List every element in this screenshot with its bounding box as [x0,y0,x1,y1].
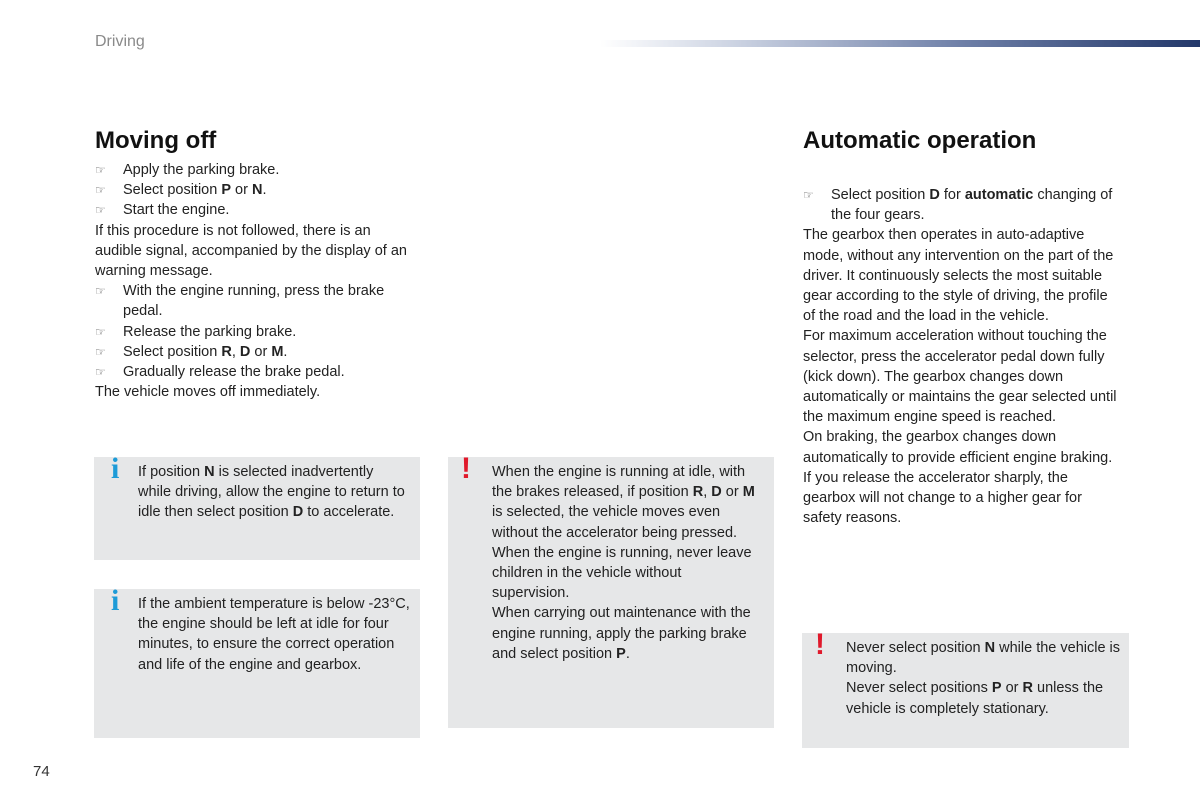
step-select-rdm: ☞ Select position R, D or M. [95,342,415,362]
warning-icon: ! [461,452,471,485]
moving-off-column [95,160,415,402]
warning-box-idle [448,452,774,728]
step-start-engine: ☞ Start the engine. [95,200,415,220]
hand-pointer-icon: ☞ [95,163,106,177]
hand-pointer-icon: ☞ [95,284,106,299]
step-release-brake: ☞ Release the parking brake. [95,322,415,342]
procedure-note: If this procedure is not followed, there is an audible signal, accompanied by the display of an warning message. [95,222,407,280]
auto-adaptive-paragraph: The gearbox then operates in auto-adaptive mode, without any intervention on the part of the driver. It continuously selects the most suitable gear according to the style of driving, the profile of the road and the load in the vehicle. [803,227,1114,325]
hand-pointer-icon: ☞ [95,183,106,198]
hand-pointer-icon: ☞ [95,344,106,359]
step-press-brake: ☞ With the engine running, press the brake pedal. [95,283,385,320]
hand-pointer-icon: ☞ [95,203,106,218]
kick-down-paragraph: For maximum acceleration without touching the selector, press the accelerator pedal down fully (kick down). The gearbox changes down automatically or maintains the gear selected until the maximum engine speed is reached. [803,328,1117,426]
info-box-neutral [94,452,420,560]
release-accelerator-paragraph: If you release the accelerator sharply, the gearbox will not change to a higher gear for safety reasons. [803,469,1082,527]
section-label: Driving [95,33,145,50]
moving-off-title: Moving off [95,127,217,154]
automatic-operation-column [803,185,1123,528]
automatic-operation-title: Automatic operation [803,127,1037,154]
info-icon: i [111,584,120,617]
step-select-p-n: ☞ Select position P or N. [95,180,415,200]
hand-pointer-icon: ☞ [95,324,106,339]
braking-paragraph: On braking, the gearbox changes down automatically to provide efficient engine braking. [803,429,1113,466]
warning-icon: ! [815,628,825,661]
header-gradient-bar [600,40,1200,47]
hand-pointer-icon: ☞ [95,365,106,380]
warning-box-idle-text: When the engine is running at idle, with the brakes released, if position R, D or M is selected, the vehicle moves even without the accelerator being pressed. When the engine is running, never leave children in the vehicle without supervision. When carrying out maintenance with the engine running, apply the parking brake and select position P. [492,464,755,662]
info-box-temperature [94,584,420,738]
warning-box-neutral [802,628,1129,748]
info-box-temperature-text: If the ambient temperature is below -23°C, the engine should be left at idle for four minutes, to ensure the correct operation and life of the engine and gearbox. [138,596,410,673]
info-icon: i [111,452,120,485]
step-apply-brake: ☞ Apply the parking brake. [95,160,415,180]
moving-off-outcome: The vehicle moves off immediately. [95,384,321,401]
step-release-pedal: ☞ Gradually release the brake pedal. [95,362,415,382]
step-select-d: ☞ Select position D for automatic changing of the four gears. [803,187,1113,224]
warning-box-neutral-text: Never select position N while the vehicle is moving. Never select positions P or R unless the vehicle is completely stationary. [846,640,1121,717]
info-box-neutral-text: If position N is selected inadvertently while driving, allow the engine to return to idle then select position D to accelerate. [138,464,405,521]
hand-pointer-icon: ☞ [803,188,814,202]
page-number: 74 [33,763,50,780]
